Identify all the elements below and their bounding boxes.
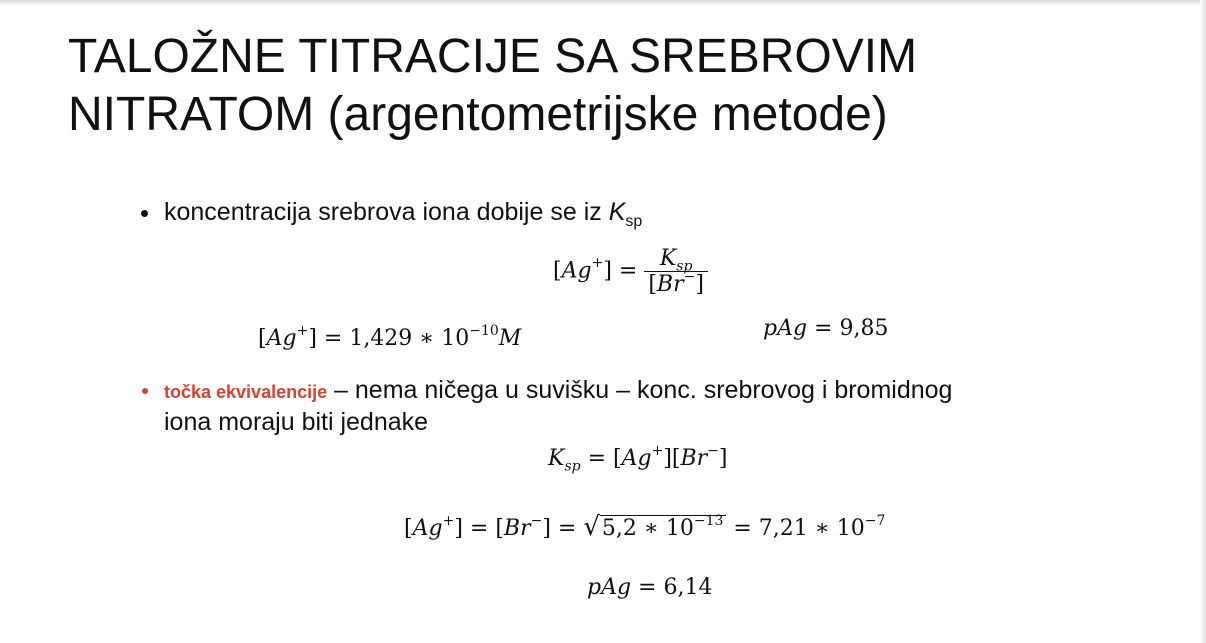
bullet-dot-red: [142, 388, 148, 394]
equation-sqrt: [404, 512, 885, 542]
ksp-sub: sp: [564, 458, 581, 475]
eq-charge: +: [651, 442, 664, 459]
eq-br: Br: [503, 516, 531, 541]
eq-charge: +: [442, 512, 455, 529]
equivalence-label: točka ekvivalencije: [164, 382, 328, 402]
radicand-value: 5,2 ∗ 10: [601, 516, 694, 541]
eq-ag: Ag: [561, 258, 592, 284]
slide-title: [68, 28, 917, 144]
eq-br: Br: [680, 446, 708, 471]
equation-pag-1: [763, 316, 888, 341]
eq-exponent: −10: [469, 322, 499, 339]
ksp-symbol: K: [608, 198, 626, 226]
eq-ag: Ag: [621, 446, 652, 471]
den-charge: −: [683, 268, 696, 285]
ksp-k: K: [548, 446, 565, 471]
bullet-equivalence: [164, 376, 952, 405]
bullet-dot: [141, 210, 148, 217]
sqrt-sign: √: [583, 512, 600, 542]
equation-ag-fraction: [553, 246, 708, 297]
radicand-exponent: −13: [693, 512, 724, 529]
num-k: K: [659, 246, 677, 271]
eq-ag: Ag: [266, 326, 297, 351]
title-line-2: NITRATOM (argentometrijske metode): [68, 88, 888, 141]
equivalence-text-2: iona moraju biti jednake: [164, 408, 429, 436]
pag-symbol: pAg: [587, 575, 632, 600]
pag-value: = 6,14: [631, 575, 713, 600]
eq-bracket: [: [553, 258, 562, 284]
eq-mid: ] = [: [454, 516, 504, 541]
title-line-1: TALOŽNE TITRACIJE SA SREBROVIM: [68, 30, 918, 83]
eq-charge-minus: −: [707, 442, 719, 459]
ksp-subscript: sp: [625, 213, 643, 230]
eq-value: ] = 1,429 ∗ 10: [308, 326, 470, 351]
equation-pag-2: [587, 575, 712, 600]
equivalence-text-1: – nema ničega u suvišku – konc. srebrovog i bromidnog: [327, 376, 953, 404]
eq-equals: ] =: [542, 516, 584, 541]
eq-unit: M: [498, 326, 522, 351]
den-open: [: [648, 272, 657, 297]
fraction-numerator: [644, 246, 708, 275]
eq-equals: ] =: [603, 258, 638, 284]
eq-charge: +: [591, 255, 604, 272]
eq-ag: Ag: [412, 516, 443, 541]
pag-symbol: pAg: [763, 316, 808, 341]
eq-bracket: [: [258, 326, 267, 351]
fraction-denominator: [644, 268, 708, 297]
den-close: ]: [695, 272, 704, 297]
result-exponent: −7: [864, 512, 886, 529]
equation-ksp-product: [548, 442, 728, 475]
eq-equals: = [: [580, 446, 622, 471]
slide-right-edge: [1200, 0, 1206, 643]
bullet-text: koncentracija srebrova iona dobije se iz: [164, 198, 609, 226]
eq-charge: +: [296, 322, 309, 339]
sqrt-result: = 7,21 ∗ 10: [726, 516, 865, 541]
num-sub: sp: [676, 258, 693, 275]
eq-bracket: [: [404, 516, 413, 541]
eq-close: ]: [718, 446, 728, 471]
eq-brackets: ][: [663, 446, 681, 471]
eq-charge-minus: −: [530, 512, 543, 529]
pag-value: = 9,85: [807, 316, 889, 341]
equation-ag-concentration: [258, 322, 522, 351]
bullet-ksp-text: [164, 198, 643, 230]
den-br: Br: [656, 272, 684, 297]
fraction: [644, 246, 708, 297]
slide-top-edge: [0, 0, 1206, 6]
sqrt-radicand: [600, 512, 726, 542]
